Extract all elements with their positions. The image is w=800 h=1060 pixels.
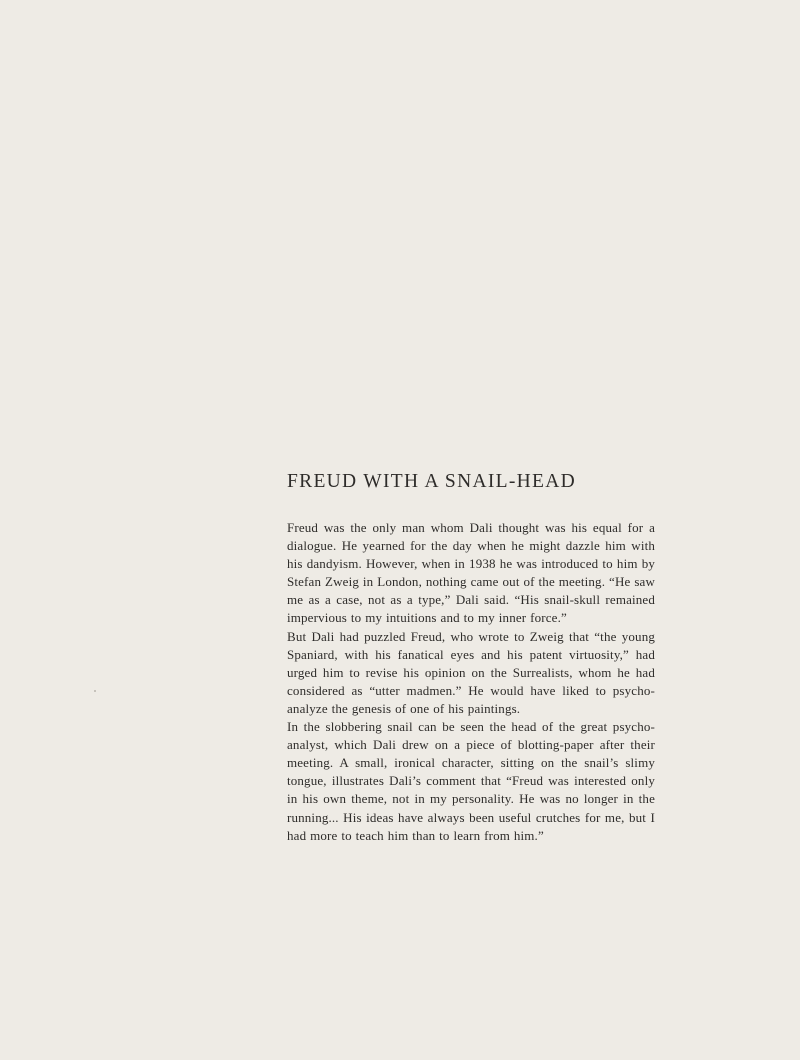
paper-speck bbox=[94, 690, 96, 692]
body-text bbox=[287, 519, 655, 845]
paragraph-2: But Dali had puzzled Freud, who wrote to Zweig that “the young Spaniard, with his fanatical eyes and his patent virtuosity,” had urged him to revise his opinion on the Surrealists, whom he had considered as “utter madmen.” He would have liked to psycho-analyze the genesis of one of his paintings. bbox=[287, 628, 655, 716]
paragraph-3: In the slobbering snail can be seen the head of the great psycho-analyst, which Dali drew on a piece of blotting-paper after their meeting. A small, ironical character, sitting on the snail’s slimy tongue, illustrates Dali’s comment that “Freud was interested only in his own theme, not in my personality. He was no longer in the running... His ideas have always been useful crutches for me, but I had more to teach him than to learn from him.” bbox=[287, 719, 655, 843]
paragraph-1: Freud was the only man whom Dali thought was his equal for a dialogue. He yearned for the day when he might dazzle him with his dandyism. However, when in 1938 he was introduced to him by Stefan Zweig in London, nothing came out of the meeting. “He saw me as a case, not as a type,” Dali said. “His snail-skull remained impervious to my intuitions and to my inner force.” bbox=[287, 520, 655, 626]
page-title: FREUD WITH A SNAIL-HEAD bbox=[287, 471, 576, 492]
